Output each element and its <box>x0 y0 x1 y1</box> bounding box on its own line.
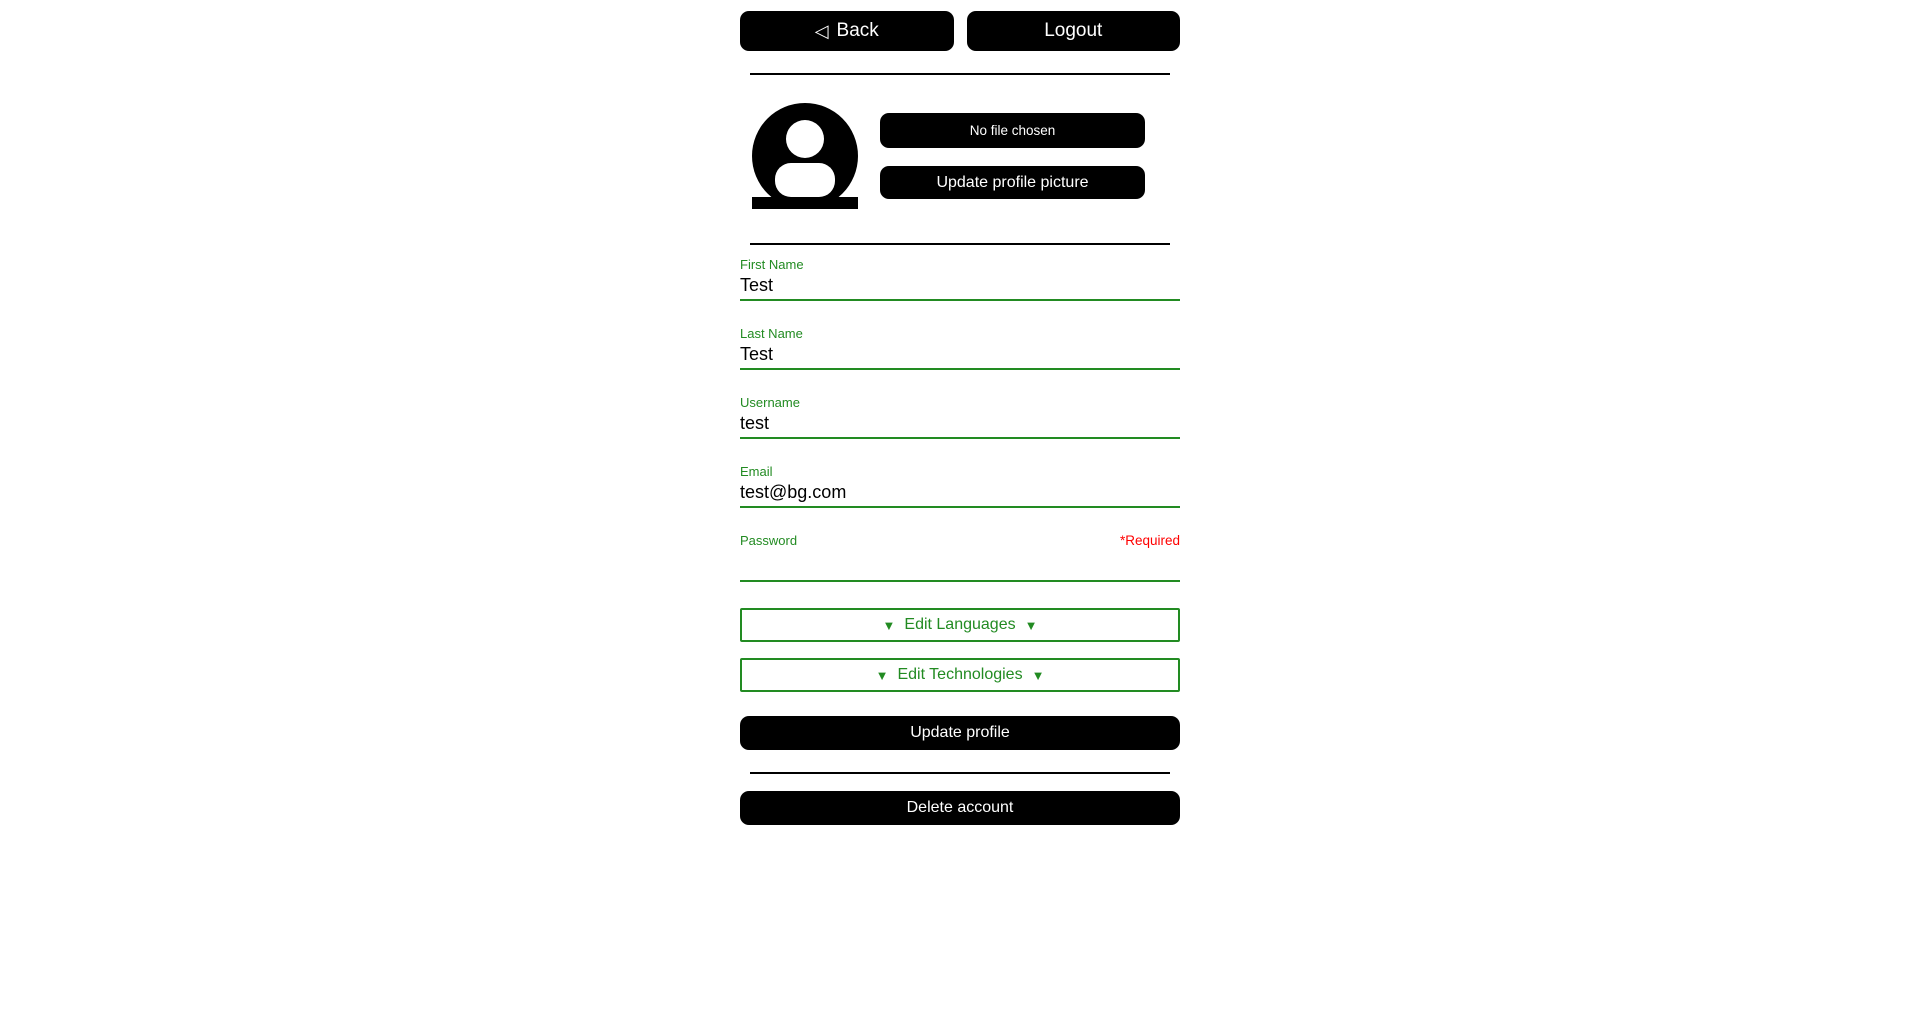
separator-danger <box>750 772 1170 774</box>
field-password <box>740 534 1180 582</box>
field-last-name <box>740 327 1180 370</box>
chevron-down-icon: ▼ <box>1031 667 1045 683</box>
email-input[interactable] <box>740 479 1180 508</box>
topbar <box>740 11 1180 51</box>
picture-buttons <box>880 113 1145 199</box>
profile-page <box>740 0 1180 825</box>
first-name-input[interactable] <box>740 272 1180 301</box>
delete-account-button[interactable] <box>740 791 1180 825</box>
logout-button-label: Logout <box>1044 20 1103 41</box>
chevron-down-icon: ▼ <box>1024 617 1038 633</box>
email-label: Email <box>740 464 773 479</box>
profile-picture-section <box>740 103 1180 209</box>
edit-technologies-label: Edit Technologies <box>897 666 1023 683</box>
password-input[interactable] <box>740 548 1180 582</box>
update-profile-button[interactable] <box>740 716 1180 750</box>
chevron-down-icon: ▼ <box>875 667 889 683</box>
back-button[interactable] <box>740 11 954 51</box>
password-required-note: *Required <box>1119 533 1180 548</box>
separator-avatar <box>750 243 1170 245</box>
choose-file-input[interactable] <box>880 113 1145 148</box>
field-email <box>740 465 1180 508</box>
chevron-down-icon: ▼ <box>882 617 896 633</box>
profile-form <box>740 258 1180 750</box>
separator-top <box>750 73 1170 75</box>
delete-account-label: Delete account <box>906 799 1014 816</box>
back-icon: ◁ <box>814 20 829 41</box>
edit-languages-button[interactable] <box>740 608 1180 642</box>
update-profile-label: Update profile <box>910 724 1010 741</box>
username-input[interactable] <box>740 410 1180 439</box>
first-name-label: First Name <box>740 257 804 272</box>
file-input-status: No file chosen <box>969 123 1056 138</box>
field-username <box>740 396 1180 439</box>
last-name-label: Last Name <box>740 326 803 341</box>
username-label: Username <box>740 395 800 410</box>
edit-languages-label: Edit Languages <box>904 616 1016 633</box>
last-name-input[interactable] <box>740 341 1180 370</box>
back-button-label: Back <box>836 20 879 41</box>
password-label: Password <box>740 533 798 548</box>
update-profile-picture-button[interactable] <box>880 166 1145 199</box>
update-profile-picture-label: Update profile picture <box>936 173 1089 191</box>
edit-technologies-button[interactable] <box>740 658 1180 692</box>
avatar-person-icon <box>752 103 858 209</box>
field-first-name <box>740 258 1180 301</box>
logout-button[interactable] <box>967 11 1181 51</box>
